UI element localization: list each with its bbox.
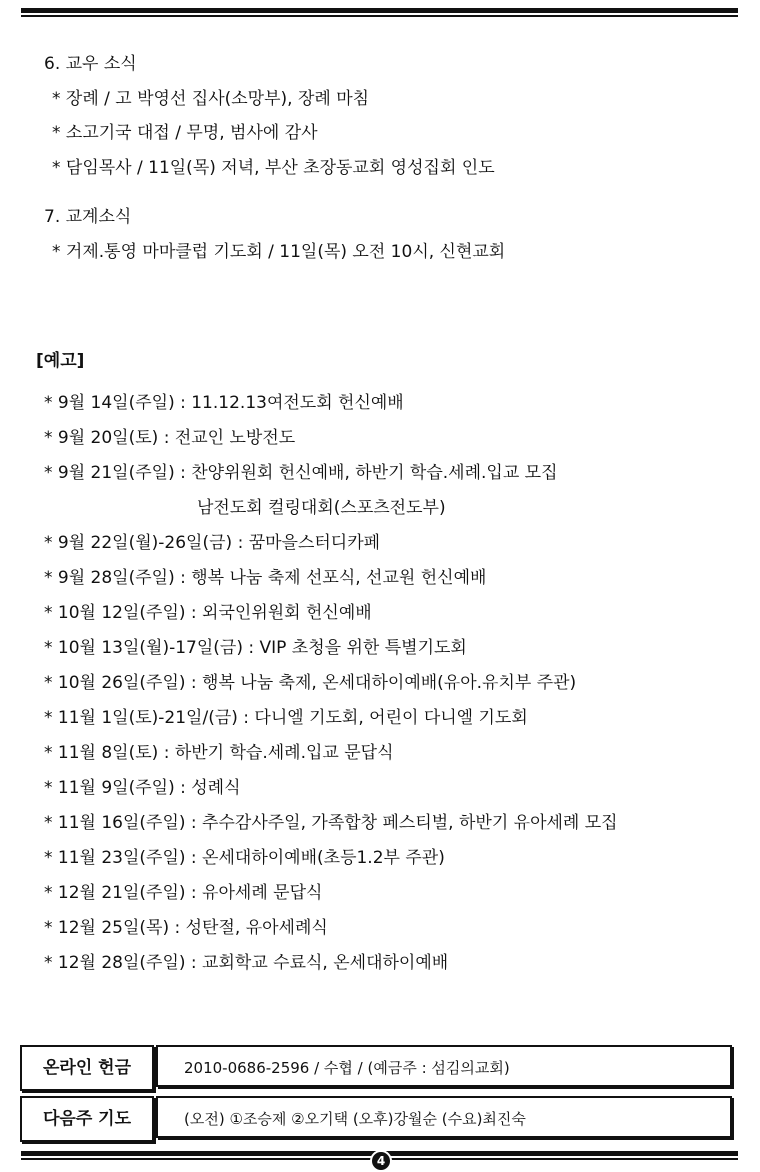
notice-item: * 12월 28일(주일) : 교회학교 수료식, 온세대하이예배 <box>44 953 449 973</box>
online-offering-label: 온라인 헌금 <box>20 1045 154 1091</box>
top-rule <box>21 8 738 17</box>
next-week-prayer-names: (오전) ①조승제 ②오기택 (오후)강월순 (수요)최진숙 <box>156 1096 732 1138</box>
next-week-prayer-label: 다음주 기도 <box>20 1096 154 1142</box>
notice-item: * 11월 8일(토) : 하반기 학습.세례.입교 문답식 <box>44 743 394 763</box>
notice-item: * 11월 1일(토)-21일/(금) : 다니엘 기도회, 어린이 다니엘 기도회 <box>44 708 528 728</box>
notice-item: * 11월 9일(주일) : 성례식 <box>44 778 241 798</box>
notice-item: * 10월 12일(주일) : 외국인위원회 헌신예배 <box>44 603 372 623</box>
notice-item: * 12월 25일(목) : 성탄절, 유아세례식 <box>44 918 328 938</box>
synod-news-heading: 7. 교계소식 <box>44 207 132 227</box>
page-number: 4 <box>370 1150 392 1172</box>
online-offering-row <box>20 1045 738 1091</box>
online-offering-account: 2010-0686-2596 / 수협 / (예금주 : 섬김의교회) <box>156 1045 732 1087</box>
notice-item: * 10월 26일(주일) : 행복 나눔 축제, 온세대하이예배(유아.유치부 주관) <box>44 673 577 693</box>
notice-item: * 9월 14일(주일) : 11.12.13여전도회 헌신예배 <box>44 393 404 413</box>
pastor-news-item: * 소고기국 대접 / 무명, 범사에 감사 <box>52 123 318 143</box>
pastor-news-item: * 장례 / 고 박영선 집사(소망부), 장례 마침 <box>52 89 370 109</box>
pastor-news-heading: 6. 교우 소식 <box>44 54 137 74</box>
pastor-news-item: * 담임목사 / 11일(목) 저녁, 부산 초장동교회 영성집회 인도 <box>52 158 495 178</box>
notice-item: * 11월 23일(주일) : 온세대하이예배(초등1.2부 주관) <box>44 848 445 868</box>
synod-news-item: * 거제.통영 마마클럽 기도회 / 11일(목) 오전 10시, 신현교회 <box>52 242 506 262</box>
notice-item: * 9월 22일(월)-26일(금) : 꿈마을스터디카페 <box>44 533 381 553</box>
next-week-prayer-row <box>20 1096 738 1142</box>
notice-item: * 9월 20일(토) : 전교인 노방전도 <box>44 428 296 448</box>
notice-item: * 9월 28일(주일) : 행복 나눔 축제 선포식, 선교원 헌신예배 <box>44 568 487 588</box>
notice-item: * 11월 16일(주일) : 추수감사주일, 가족합창 페스티벌, 하반기 유아세례 모집 <box>44 813 618 833</box>
notice-heading: [예고] <box>36 351 85 371</box>
notice-item: * 12월 21일(주일) : 유아세례 문답식 <box>44 883 323 903</box>
notice-item: * 10월 13일(월)-17일(금) : VIP 초청을 위한 특별기도회 <box>44 638 467 658</box>
notice-item: * 9월 21일(주일) : 찬양위원회 헌신예배, 하반기 학습.세례.입교 모집 <box>44 463 558 483</box>
notice-item-continuation: 남전도회 컬링대회(스포츠전도부) <box>197 498 446 518</box>
